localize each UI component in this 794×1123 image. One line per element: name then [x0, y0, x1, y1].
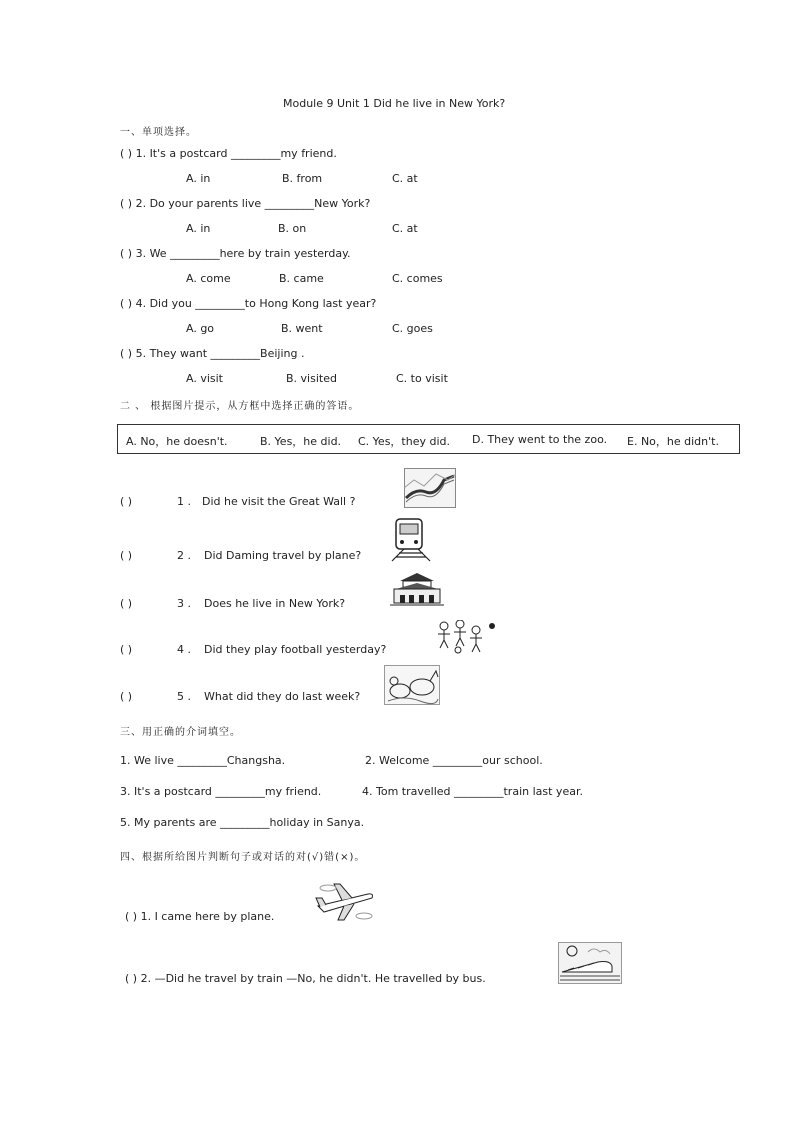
option-1-1-b: B. from: [282, 172, 323, 185]
s2-q4-paren: ( ): [120, 643, 133, 656]
option-1-3-b: B. came: [279, 272, 324, 285]
answer-choice-box: [117, 424, 740, 454]
judge-item-1: ( ) 1. I came here by plane.: [125, 910, 275, 923]
zoo-animals-picture: [384, 665, 440, 705]
question-1-3: ( ) 3. We _________here by train yesterday.: [120, 247, 351, 260]
fill-item-1: 1. We live _________Changsha.: [120, 754, 286, 767]
question-1-5: ( ) 5. They want _________Beijing .: [120, 347, 305, 360]
tiananmen-picture: [388, 571, 446, 609]
option-1-1-c: C. at: [392, 172, 418, 185]
section-heading-2: 二 、 根据图片提示，从方框中选择正确的答语。: [120, 401, 360, 412]
s2-q5-paren: ( ): [120, 690, 133, 703]
question-1-1: ( ) 1. It's a postcard _________my friend.: [120, 147, 337, 160]
option-1-1-a: A. in: [186, 172, 211, 185]
s2-q5-num: 5 .: [177, 690, 191, 703]
option-1-5-a: A. visit: [186, 372, 223, 385]
fill-item-4: 4. Tom travelled _________train last year.: [362, 785, 583, 798]
option-1-4-b: B. went: [281, 322, 323, 335]
option-1-5-c: C. to visit: [396, 372, 448, 385]
page-title: Module 9 Unit 1 Did he live in New York?: [283, 97, 506, 110]
question-1-4: ( ) 4. Did you _________to Hong Kong last year?: [120, 297, 377, 310]
option-1-2-a: A. in: [186, 222, 211, 235]
option-1-2-c: C. at: [392, 222, 418, 235]
judge-item-2: ( ) 2. —Did he travel by train —No, he didn't. He travelled by bus.: [125, 972, 486, 985]
s2-q1-num: 1 .: [177, 495, 191, 508]
s2-q1-paren: ( ): [120, 495, 133, 508]
option-1-4-a: A. go: [186, 322, 215, 335]
option-1-4-c: C. goes: [392, 322, 433, 335]
train-landscape-picture: [558, 942, 622, 984]
plane-picture: [314, 876, 376, 924]
choice-b: B. Yes，he did.: [260, 435, 342, 448]
choice-c: C. Yes，they did.: [358, 435, 451, 448]
s2-q5-text: What did they do last week?: [204, 690, 361, 703]
option-1-5-b: B. visited: [286, 372, 337, 385]
s2-q2-num: 2 .: [177, 549, 191, 562]
option-1-3-a: A. come: [186, 272, 231, 285]
section-heading-4: 四、根据所给图片判断句子或对话的对(√)错(×)。: [120, 852, 366, 863]
option-1-2-b: B. on: [278, 222, 307, 235]
great-wall-picture: [404, 468, 456, 508]
train-picture: [388, 515, 438, 563]
fill-item-3: 3. It's a postcard _________my friend.: [120, 785, 322, 798]
s2-q2-text: Did Daming travel by plane?: [204, 549, 362, 562]
s2-q4-num: 4 .: [177, 643, 191, 656]
s2-q3-paren: ( ): [120, 597, 133, 610]
kids-football-picture: [436, 620, 500, 656]
choice-d: D. They went to the zoo.: [472, 433, 608, 446]
section-heading-1: 一、单项选择。: [120, 127, 197, 138]
s2-q2-paren: ( ): [120, 549, 133, 562]
option-1-3-c: C. comes: [392, 272, 443, 285]
fill-item-5: 5. My parents are _________holiday in Sanya.: [120, 816, 365, 829]
s2-q4-text: Did they play football yesterday?: [204, 643, 387, 656]
s2-q3-num: 3 .: [177, 597, 191, 610]
fill-item-2: 2. Welcome _________our school.: [365, 754, 543, 767]
question-1-2: ( ) 2. Do your parents live _________New York?: [120, 197, 371, 210]
s2-q3-text: Does he live in New York?: [204, 597, 346, 610]
choice-a: A. No，he doesn't.: [126, 435, 228, 448]
s2-q1-text: Did he visit the Great Wall ?: [202, 495, 356, 508]
section-heading-3: 三、用正确的介词填空。: [120, 727, 241, 738]
choice-e: E. No，he didn't.: [627, 435, 719, 448]
